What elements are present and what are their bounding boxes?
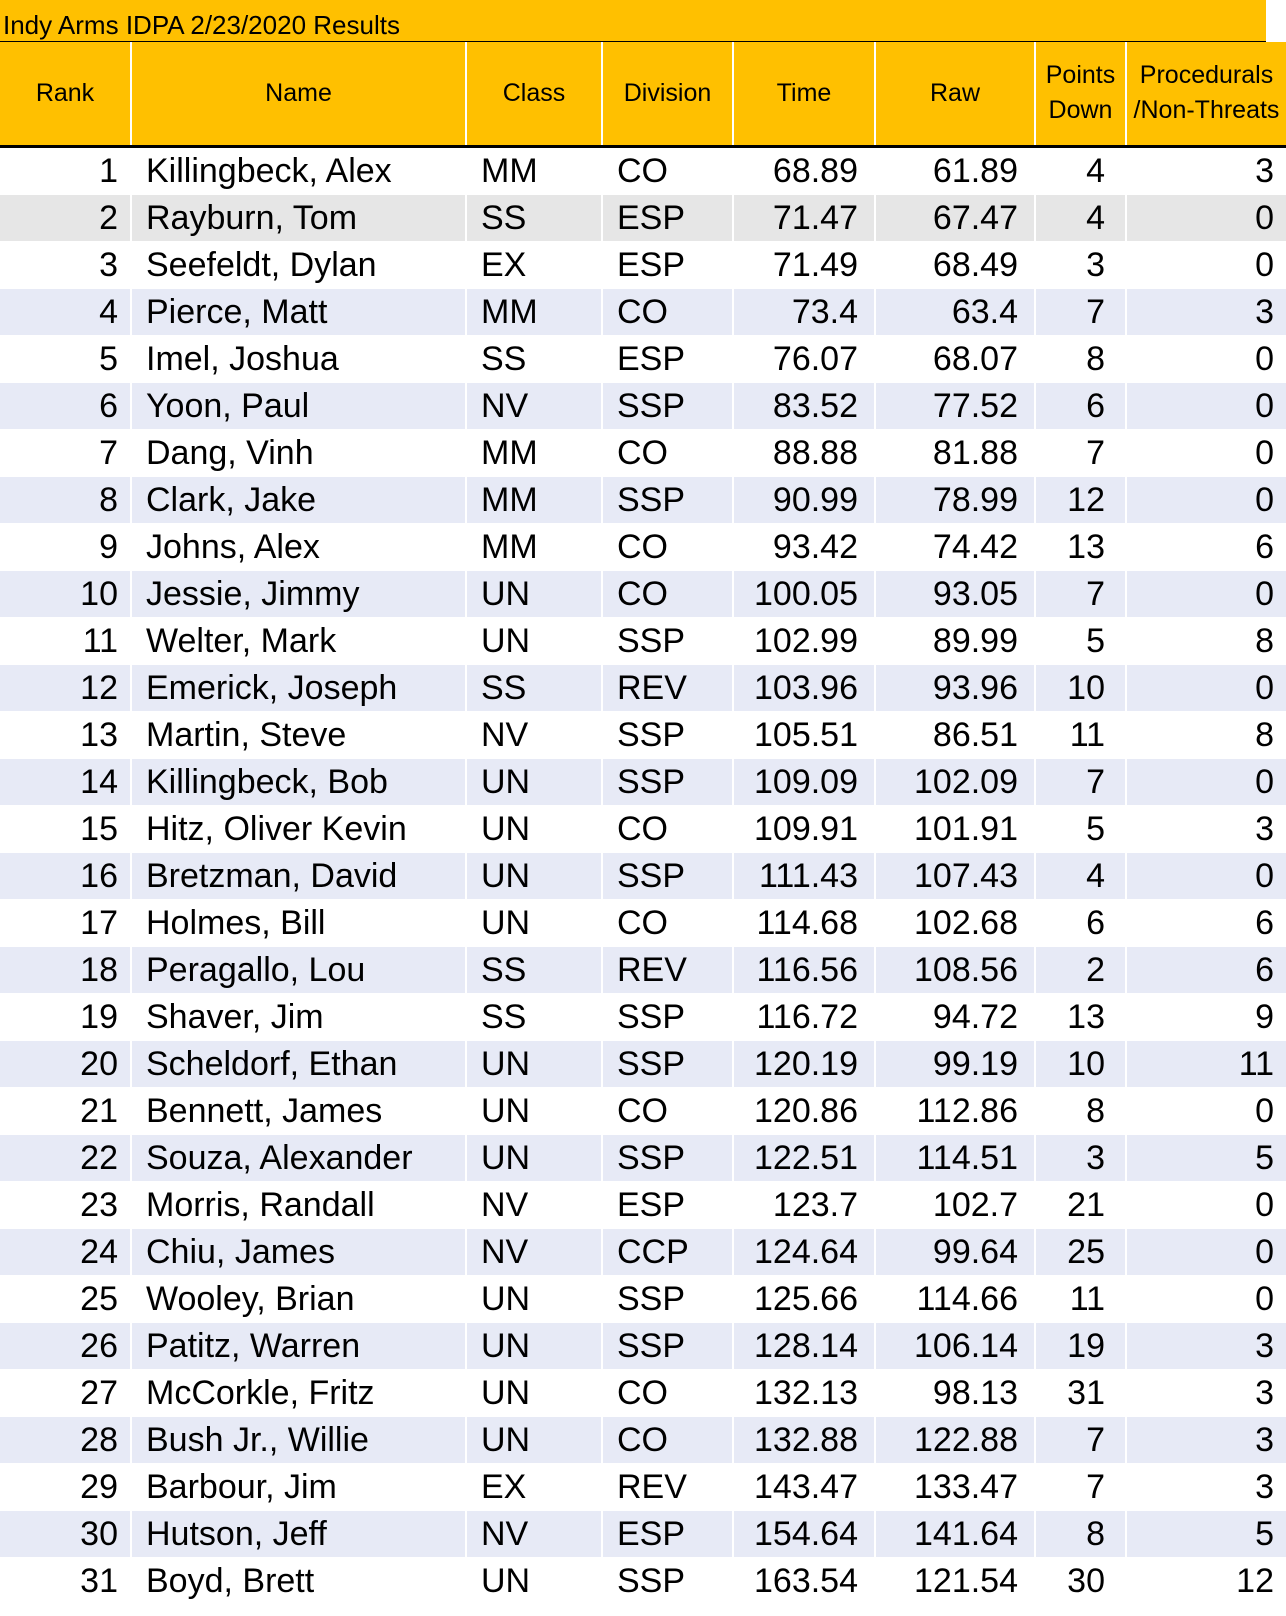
cell-division: SSP (602, 1134, 733, 1181)
cell-division: SSP (602, 1557, 733, 1604)
cell-raw: 106.14 (875, 1322, 1035, 1369)
table-row (0, 288, 1286, 335)
cell-points-down: 10 (1035, 664, 1126, 711)
table-row (0, 946, 1286, 993)
cell-time: 163.54 (733, 1557, 875, 1604)
table-row (0, 1134, 1286, 1181)
cell-division: SSP (602, 852, 733, 899)
cell-class: UN (466, 1040, 602, 1087)
cell-division: CO (602, 570, 733, 617)
table-row (0, 146, 1286, 194)
cell-name: McCorkle, Fritz (131, 1369, 466, 1416)
cell-procedurals: 3 (1126, 1463, 1286, 1510)
table-row (0, 194, 1286, 241)
cell-points-down: 13 (1035, 523, 1126, 570)
cell-raw: 89.99 (875, 617, 1035, 664)
cell-points-down: 6 (1035, 382, 1126, 429)
cell-raw: 107.43 (875, 852, 1035, 899)
cell-raw: 102.09 (875, 758, 1035, 805)
table-row (0, 429, 1286, 476)
cell-rank: 26 (0, 1322, 131, 1369)
cell-raw: 99.19 (875, 1040, 1035, 1087)
table-row (0, 1510, 1286, 1557)
cell-rank: 6 (0, 382, 131, 429)
cell-time: 132.13 (733, 1369, 875, 1416)
cell-points-down: 13 (1035, 993, 1126, 1040)
cell-class: SS (466, 946, 602, 993)
cell-name: Martin, Steve (131, 711, 466, 758)
table-row (0, 1181, 1286, 1228)
cell-raw: 102.7 (875, 1181, 1035, 1228)
cell-points-down: 4 (1035, 146, 1126, 194)
table-row (0, 523, 1286, 570)
cell-class: UN (466, 899, 602, 946)
cell-points-down: 2 (1035, 946, 1126, 993)
cell-class: UN (466, 1416, 602, 1463)
cell-class: MM (466, 523, 602, 570)
cell-points-down: 25 (1035, 1228, 1126, 1275)
cell-raw: 86.51 (875, 711, 1035, 758)
cell-procedurals: 0 (1126, 570, 1286, 617)
cell-procedurals: 9 (1126, 993, 1286, 1040)
cell-rank: 12 (0, 664, 131, 711)
cell-rank: 22 (0, 1134, 131, 1181)
cell-division: CO (602, 899, 733, 946)
cell-class: MM (466, 288, 602, 335)
cell-points-down: 8 (1035, 335, 1126, 382)
cell-division: ESP (602, 241, 733, 288)
cell-rank: 23 (0, 1181, 131, 1228)
cell-division: SSP (602, 1040, 733, 1087)
cell-procedurals: 12 (1126, 1557, 1286, 1604)
cell-raw: 114.66 (875, 1275, 1035, 1322)
cell-time: 71.49 (733, 241, 875, 288)
cell-name: Scheldorf, Ethan (131, 1040, 466, 1087)
cell-name: Hitz, Oliver Kevin (131, 805, 466, 852)
cell-points-down: 4 (1035, 852, 1126, 899)
cell-division: CO (602, 1369, 733, 1416)
header-procedurals: Procedurals /Non-Threats (1126, 42, 1286, 146)
cell-name: Wooley, Brian (131, 1275, 466, 1322)
cell-name: Bretzman, David (131, 852, 466, 899)
cell-class: UN (466, 852, 602, 899)
header-raw: Raw (875, 42, 1035, 146)
cell-procedurals: 0 (1126, 476, 1286, 523)
cell-name: Jessie, Jimmy (131, 570, 466, 617)
header-points-down: Points Down (1035, 42, 1126, 146)
cell-procedurals: 6 (1126, 523, 1286, 570)
cell-time: 123.7 (733, 1181, 875, 1228)
cell-time: 109.09 (733, 758, 875, 805)
cell-time: 143.47 (733, 1463, 875, 1510)
cell-procedurals: 11 (1126, 1040, 1286, 1087)
cell-rank: 19 (0, 993, 131, 1040)
cell-procedurals: 0 (1126, 664, 1286, 711)
cell-rank: 10 (0, 570, 131, 617)
table-row (0, 1463, 1286, 1510)
cell-time: 93.42 (733, 523, 875, 570)
cell-division: ESP (602, 194, 733, 241)
cell-division: SSP (602, 382, 733, 429)
cell-class: UN (466, 1134, 602, 1181)
cell-name: Souza, Alexander (131, 1134, 466, 1181)
cell-name: Killingbeck, Bob (131, 758, 466, 805)
table-row (0, 241, 1286, 288)
cell-raw: 93.05 (875, 570, 1035, 617)
cell-procedurals: 6 (1126, 899, 1286, 946)
cell-rank: 13 (0, 711, 131, 758)
cell-time: 100.05 (733, 570, 875, 617)
cell-class: NV (466, 1228, 602, 1275)
cell-division: SSP (602, 758, 733, 805)
cell-name: Seefeldt, Dylan (131, 241, 466, 288)
cell-name: Emerick, Joseph (131, 664, 466, 711)
cell-rank: 14 (0, 758, 131, 805)
cell-time: 120.86 (733, 1087, 875, 1134)
cell-procedurals: 0 (1126, 335, 1286, 382)
cell-rank: 3 (0, 241, 131, 288)
cell-procedurals: 3 (1126, 1369, 1286, 1416)
cell-procedurals: 0 (1126, 758, 1286, 805)
cell-rank: 4 (0, 288, 131, 335)
cell-raw: 77.52 (875, 382, 1035, 429)
cell-time: 109.91 (733, 805, 875, 852)
cell-procedurals: 0 (1126, 1087, 1286, 1134)
cell-raw: 102.68 (875, 899, 1035, 946)
cell-name: Killingbeck, Alex (131, 146, 466, 194)
cell-procedurals: 0 (1126, 382, 1286, 429)
cell-class: EX (466, 241, 602, 288)
cell-procedurals: 0 (1126, 1228, 1286, 1275)
cell-class: EX (466, 1463, 602, 1510)
cell-rank: 21 (0, 1087, 131, 1134)
cell-points-down: 11 (1035, 1275, 1126, 1322)
cell-raw: 141.64 (875, 1510, 1035, 1557)
cell-name: Pierce, Matt (131, 288, 466, 335)
cell-time: 71.47 (733, 194, 875, 241)
table-row (0, 711, 1286, 758)
cell-procedurals: 0 (1126, 1181, 1286, 1228)
cell-name: Rayburn, Tom (131, 194, 466, 241)
cell-time: 76.07 (733, 335, 875, 382)
cell-rank: 15 (0, 805, 131, 852)
table-row (0, 1087, 1286, 1134)
cell-rank: 8 (0, 476, 131, 523)
header-division: Division (602, 42, 733, 146)
cell-class: MM (466, 476, 602, 523)
cell-procedurals: 5 (1126, 1510, 1286, 1557)
cell-rank: 20 (0, 1040, 131, 1087)
cell-class: SS (466, 335, 602, 382)
table-row (0, 758, 1286, 805)
cell-raw: 61.89 (875, 146, 1035, 194)
cell-raw: 74.42 (875, 523, 1035, 570)
cell-points-down: 8 (1035, 1087, 1126, 1134)
header-name: Name (131, 42, 466, 146)
cell-procedurals: 0 (1126, 852, 1286, 899)
table-row (0, 382, 1286, 429)
cell-raw: 133.47 (875, 1463, 1035, 1510)
cell-class: UN (466, 1275, 602, 1322)
cell-name: Johns, Alex (131, 523, 466, 570)
cell-rank: 27 (0, 1369, 131, 1416)
cell-class: SS (466, 664, 602, 711)
cell-class: SS (466, 993, 602, 1040)
cell-class: SS (466, 194, 602, 241)
cell-division: CO (602, 429, 733, 476)
results-table (0, 42, 1286, 1605)
cell-division: REV (602, 664, 733, 711)
cell-time: 90.99 (733, 476, 875, 523)
cell-time: 128.14 (733, 1322, 875, 1369)
cell-procedurals: 6 (1126, 946, 1286, 993)
cell-raw: 108.56 (875, 946, 1035, 993)
cell-class: UN (466, 758, 602, 805)
cell-time: 120.19 (733, 1040, 875, 1087)
cell-rank: 29 (0, 1463, 131, 1510)
cell-time: 124.64 (733, 1228, 875, 1275)
cell-class: MM (466, 429, 602, 476)
cell-time: 73.4 (733, 288, 875, 335)
cell-class: UN (466, 1369, 602, 1416)
table-row (0, 476, 1286, 523)
cell-points-down: 3 (1035, 1134, 1126, 1181)
cell-division: REV (602, 1463, 733, 1510)
cell-division: CO (602, 1416, 733, 1463)
cell-procedurals: 3 (1126, 805, 1286, 852)
table-row (0, 1369, 1286, 1416)
cell-division: CO (602, 805, 733, 852)
cell-division: ESP (602, 1510, 733, 1557)
cell-rank: 28 (0, 1416, 131, 1463)
cell-division: SSP (602, 993, 733, 1040)
cell-class: UN (466, 1557, 602, 1604)
cell-division: SSP (602, 711, 733, 758)
cell-time: 116.56 (733, 946, 875, 993)
cell-time: 105.51 (733, 711, 875, 758)
cell-raw: 78.99 (875, 476, 1035, 523)
cell-time: 132.88 (733, 1416, 875, 1463)
cell-time: 68.89 (733, 146, 875, 194)
cell-division: ESP (602, 1181, 733, 1228)
cell-division: REV (602, 946, 733, 993)
cell-class: NV (466, 711, 602, 758)
cell-division: CO (602, 523, 733, 570)
header-time: Time (733, 42, 875, 146)
cell-rank: 2 (0, 194, 131, 241)
cell-rank: 16 (0, 852, 131, 899)
header-row (0, 42, 1286, 146)
cell-name: Morris, Randall (131, 1181, 466, 1228)
cell-raw: 63.4 (875, 288, 1035, 335)
cell-procedurals: 3 (1126, 288, 1286, 335)
table-row (0, 852, 1286, 899)
cell-raw: 93.96 (875, 664, 1035, 711)
cell-class: MM (466, 146, 602, 194)
cell-name: Imel, Joshua (131, 335, 466, 382)
cell-rank: 9 (0, 523, 131, 570)
cell-points-down: 12 (1035, 476, 1126, 523)
cell-division: CO (602, 146, 733, 194)
cell-rank: 18 (0, 946, 131, 993)
cell-rank: 11 (0, 617, 131, 664)
cell-name: Welter, Mark (131, 617, 466, 664)
cell-class: UN (466, 1322, 602, 1369)
cell-raw: 98.13 (875, 1369, 1035, 1416)
cell-raw: 94.72 (875, 993, 1035, 1040)
cell-rank: 5 (0, 335, 131, 382)
cell-procedurals: 0 (1126, 194, 1286, 241)
cell-rank: 31 (0, 1557, 131, 1604)
cell-raw: 68.07 (875, 335, 1035, 382)
cell-time: 122.51 (733, 1134, 875, 1181)
cell-points-down: 7 (1035, 758, 1126, 805)
cell-division: ESP (602, 335, 733, 382)
cell-name: Peragallo, Lou (131, 946, 466, 993)
cell-time: 154.64 (733, 1510, 875, 1557)
cell-rank: 24 (0, 1228, 131, 1275)
cell-procedurals: 3 (1126, 1416, 1286, 1463)
cell-division: CCP (602, 1228, 733, 1275)
table-row (0, 1040, 1286, 1087)
cell-time: 103.96 (733, 664, 875, 711)
header-class: Class (466, 42, 602, 146)
cell-points-down: 6 (1035, 899, 1126, 946)
table-body (0, 146, 1286, 1604)
cell-class: UN (466, 805, 602, 852)
cell-division: CO (602, 288, 733, 335)
cell-points-down: 31 (1035, 1369, 1126, 1416)
cell-time: 116.72 (733, 993, 875, 1040)
cell-procedurals: 8 (1126, 711, 1286, 758)
cell-division: SSP (602, 1275, 733, 1322)
sheet-title: Indy Arms IDPA 2/23/2020 Results (0, 0, 1266, 42)
cell-raw: 122.88 (875, 1416, 1035, 1463)
cell-rank: 25 (0, 1275, 131, 1322)
cell-procedurals: 3 (1126, 1322, 1286, 1369)
cell-name: Bennett, James (131, 1087, 466, 1134)
cell-procedurals: 8 (1126, 617, 1286, 664)
cell-class: UN (466, 1087, 602, 1134)
cell-raw: 99.64 (875, 1228, 1035, 1275)
cell-points-down: 11 (1035, 711, 1126, 758)
table-row (0, 899, 1286, 946)
table-row (0, 1275, 1286, 1322)
cell-name: Patitz, Warren (131, 1322, 466, 1369)
cell-time: 125.66 (733, 1275, 875, 1322)
cell-class: NV (466, 1181, 602, 1228)
table-row (0, 1557, 1286, 1604)
cell-division: CO (602, 1087, 733, 1134)
cell-rank: 7 (0, 429, 131, 476)
cell-name: Chiu, James (131, 1228, 466, 1275)
cell-procedurals: 3 (1126, 146, 1286, 194)
cell-procedurals: 0 (1126, 1275, 1286, 1322)
table-row (0, 1416, 1286, 1463)
cell-points-down: 21 (1035, 1181, 1126, 1228)
table-row (0, 335, 1286, 382)
cell-raw: 112.86 (875, 1087, 1035, 1134)
cell-points-down: 3 (1035, 241, 1126, 288)
cell-points-down: 4 (1035, 194, 1126, 241)
cell-rank: 17 (0, 899, 131, 946)
cell-name: Holmes, Bill (131, 899, 466, 946)
cell-class: UN (466, 617, 602, 664)
cell-class: NV (466, 1510, 602, 1557)
cell-points-down: 10 (1035, 1040, 1126, 1087)
cell-rank: 30 (0, 1510, 131, 1557)
table-row (0, 570, 1286, 617)
table-row (0, 1322, 1286, 1369)
cell-points-down: 7 (1035, 1463, 1126, 1510)
cell-raw: 114.51 (875, 1134, 1035, 1181)
cell-points-down: 7 (1035, 570, 1126, 617)
cell-points-down: 8 (1035, 1510, 1126, 1557)
cell-time: 88.88 (733, 429, 875, 476)
cell-name: Bush Jr., Willie (131, 1416, 466, 1463)
cell-time: 111.43 (733, 852, 875, 899)
cell-procedurals: 0 (1126, 241, 1286, 288)
table-row (0, 617, 1286, 664)
cell-raw: 67.47 (875, 194, 1035, 241)
table-row (0, 664, 1286, 711)
cell-rank: 1 (0, 146, 131, 194)
cell-division: SSP (602, 617, 733, 664)
cell-points-down: 5 (1035, 617, 1126, 664)
header-rank: Rank (0, 42, 131, 146)
cell-raw: 101.91 (875, 805, 1035, 852)
cell-procedurals: 5 (1126, 1134, 1286, 1181)
cell-name: Clark, Jake (131, 476, 466, 523)
cell-time: 102.99 (733, 617, 875, 664)
cell-class: UN (466, 570, 602, 617)
cell-name: Boyd, Brett (131, 1557, 466, 1604)
cell-division: SSP (602, 1322, 733, 1369)
cell-raw: 121.54 (875, 1557, 1035, 1604)
table-row (0, 805, 1286, 852)
cell-points-down: 5 (1035, 805, 1126, 852)
cell-name: Barbour, Jim (131, 1463, 466, 1510)
cell-name: Hutson, Jeff (131, 1510, 466, 1557)
cell-name: Shaver, Jim (131, 993, 466, 1040)
cell-raw: 81.88 (875, 429, 1035, 476)
cell-points-down: 7 (1035, 429, 1126, 476)
cell-points-down: 19 (1035, 1322, 1126, 1369)
cell-points-down: 30 (1035, 1557, 1126, 1604)
cell-time: 83.52 (733, 382, 875, 429)
cell-procedurals: 0 (1126, 429, 1286, 476)
table-row (0, 993, 1286, 1040)
table-header (0, 42, 1286, 146)
table-row (0, 1228, 1286, 1275)
cell-class: NV (466, 382, 602, 429)
cell-name: Dang, Vinh (131, 429, 466, 476)
cell-time: 114.68 (733, 899, 875, 946)
cell-division: SSP (602, 476, 733, 523)
cell-name: Yoon, Paul (131, 382, 466, 429)
cell-points-down: 7 (1035, 288, 1126, 335)
cell-points-down: 7 (1035, 1416, 1126, 1463)
cell-raw: 68.49 (875, 241, 1035, 288)
